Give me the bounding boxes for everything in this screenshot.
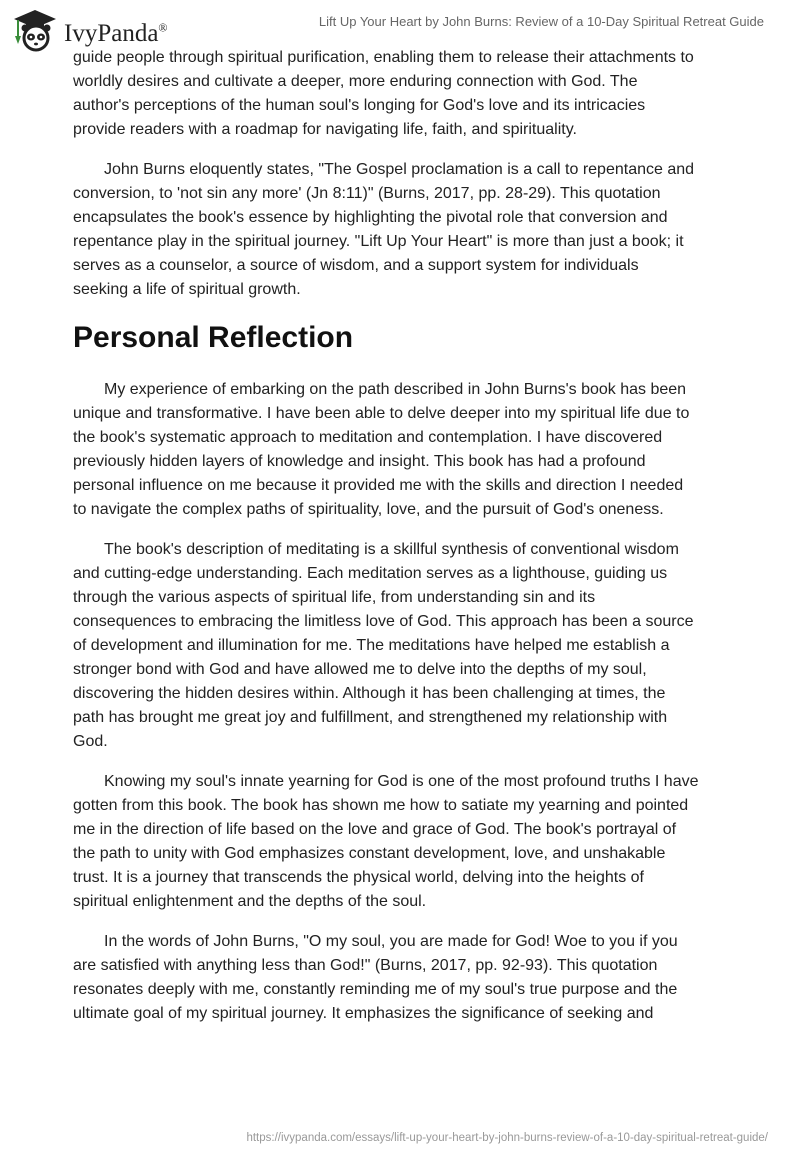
text-line: consequences to embracing the limitless love of God. This approach has been a source [73,613,694,630]
essay-body [73,46,793,1042]
text-line: personal influence on me because it provided me with the skills and direction I needed [73,477,684,494]
document-title: Lift Up Your Heart by John Burns: Review of a 10-Day Spiritual Retreat Guide [318,14,764,29]
paragraph [73,158,793,302]
text-line: The book's description of meditating is a skillful synthesis of conventional wisdom [104,541,679,558]
paragraph [73,770,793,914]
text-line: of development and illumination for me. The meditations have helped me establish a [73,637,670,654]
text-line: are satisfied with anything less than God!" (Burns, 2017, pp. 92-93). This quotation [73,957,658,974]
text-line: My experience of embarking on the path described in John Burns's book has been [104,381,687,398]
text-line: John Burns eloquently states, "The Gospel proclamation is a call to repentance and [104,161,695,178]
text-line: discovering the hidden desires within. Although it has been challenging at times, the [73,685,666,702]
text-line: unique and transformative. I have been able to delve deeper into my spiritual life due to [73,405,690,422]
text-line: worldly desires and cultivate a deeper, more enduring connection with God. The [73,73,638,90]
text-line: guide people through spiritual purification, enabling them to release their attachments to [73,49,694,66]
text-line: through the various aspects of spiritual life, from understanding sin and its [73,589,596,606]
text-line: trust. It is a journey that transcends the physical world, delving into the heights of [73,869,644,886]
text-line: seeking a life of spiritual growth. [73,281,301,298]
paragraph [73,378,793,522]
text-line: repentance play in the spiritual journey. "Lift Up Your Heart" is more than just a book; it [73,233,684,250]
text-line: encapsulates the book's essence by highlighting the pivotal role that conversion and [73,209,668,226]
text-line: previously hidden layers of knowledge and insight. This book has had a profound [73,453,646,470]
text-line: stronger bond with God and have allowed me to delve into the depths of my soul, [73,661,647,678]
text-line: ultimate goal of my spiritual journey. It emphasizes the significance of seeking and [73,1005,654,1022]
text-line: provide readers with a roadmap for navigating life, faith, and spirituality. [73,121,577,138]
text-line: path has brought me great joy and fulfillment, and strengthened my relationship with [73,709,668,726]
paragraph [73,538,793,754]
logo-text: IvyPanda® [64,20,168,47]
text-line: the path to unity with God emphasizes constant development, love, and unshakable [73,845,666,862]
text-line: me in the direction of life based on the love and grace of God. The book's portrayal of [73,821,677,838]
text-line: spiritual enlightenment and the depths of the soul. [73,893,427,910]
text-line: conversion, to 'not sin any more' (Jn 8:11)" (Burns, 2017, pp. 28-29). This quotation [73,185,661,202]
text-line: the book's systematic approach to meditation and contemplation. I have discovered [73,429,663,446]
text-line: Knowing my soul's innate yearning for God is one of the most profound truths I have [104,773,699,790]
text-line: to navigate the complex paths of spirituality, love, and the pursuit of God's oneness. [73,501,664,518]
panda-graduate-icon [12,8,58,52]
text-line: God. [73,733,108,750]
paragraph [73,930,793,1026]
text-line: and cutting-edge understanding. Each meditation serves as a lighthouse, guiding us [73,565,668,582]
text-line: gotten from this book. The book has shown me how to satiate my yearning and pointed [73,797,689,814]
paragraph [73,46,793,142]
section-heading: Personal Reflection [73,321,354,354]
source-url[interactable]: https://ivypanda.com/essays/lift-up-your-heart-by-john-burns-review-of-a-10-day-spiritual-retreat-guide/ [246,1132,768,1144]
text-line: serves as a counselor, a source of wisdom, and a support system for individuals [73,257,639,274]
text-line: author's perceptions of the human soul's longing for God's love and its intricacies [73,97,646,114]
page-header [0,0,800,50]
text-line: resonates deeply with me, constantly reminding me of my soul's true purpose and the [73,981,678,998]
text-line: In the words of John Burns, "O my soul, you are made for God! Woe to you if you [104,933,678,950]
